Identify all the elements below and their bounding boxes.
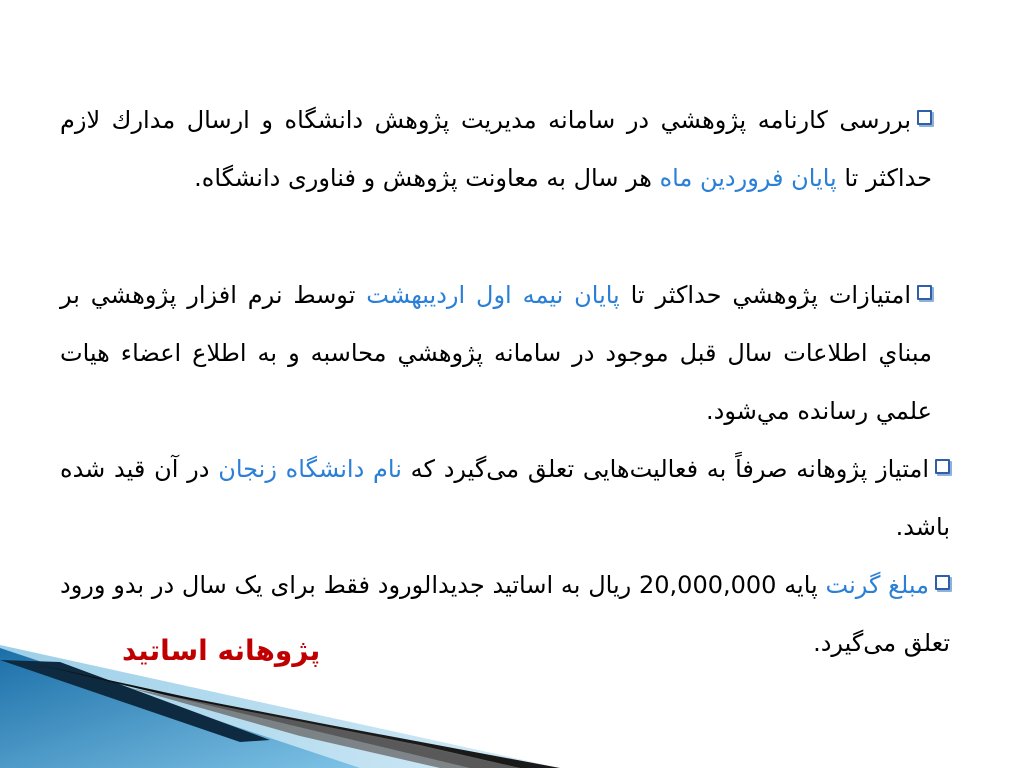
bullet-paragraph-2	[60, 266, 932, 440]
bullet-3-text-b: در آن قید شده باشد.	[60, 455, 950, 541]
bullet-2-text-b: توسط نرم افزار پژوهشي بر مبناي اطلاعات سال قبل موجود در سامانه پژوهشي محاسبه و به اطلاع اعضاء هيات علمي رسانده مي‌شود.	[60, 281, 932, 425]
bullet-1-highlight: پايان فروردين ماه	[659, 164, 837, 192]
bullet-1-text-a: بررسی کارنامه پژوهشي در سامانه مدیریت پژوهش دانشگاه و ارسال مدارك لازم حداكثر تا	[60, 106, 932, 192]
bullet-3-text-a: امتیاز پژوهانه صرفاً به فعالیت‌هایی تعلق می‌گیرد که	[401, 455, 929, 483]
bullet-2-text-a: امتیازات پژوهشي حداكثر تا	[619, 281, 911, 309]
bullet-4-text-b: پایه 20,000,000 ریال به اساتید جدیدالورود فقط برای یک سال در بدو ورود تعلق می‌گیرد.	[60, 571, 950, 657]
bullet-4-highlight: مبلغ گرنت	[825, 571, 929, 599]
bullet-paragraph-1	[60, 91, 932, 207]
slide-title: پژوهانه اساتید	[122, 634, 321, 667]
bullet-paragraph-3	[60, 440, 950, 556]
hollow-square-bullet-icon	[935, 575, 950, 590]
hollow-square-bullet-icon	[935, 459, 950, 474]
bullet-2-highlight: پايان نیمه اول ارديبهشت	[366, 281, 620, 309]
bullet-1-text-b: هر سال به معاونت پژوهش و فناوری دانشگاه.	[194, 164, 660, 192]
hollow-square-bullet-icon	[917, 110, 932, 125]
bullet-3-highlight: نام دانشگاه زنجان	[218, 455, 402, 483]
hollow-square-bullet-icon	[917, 285, 932, 300]
